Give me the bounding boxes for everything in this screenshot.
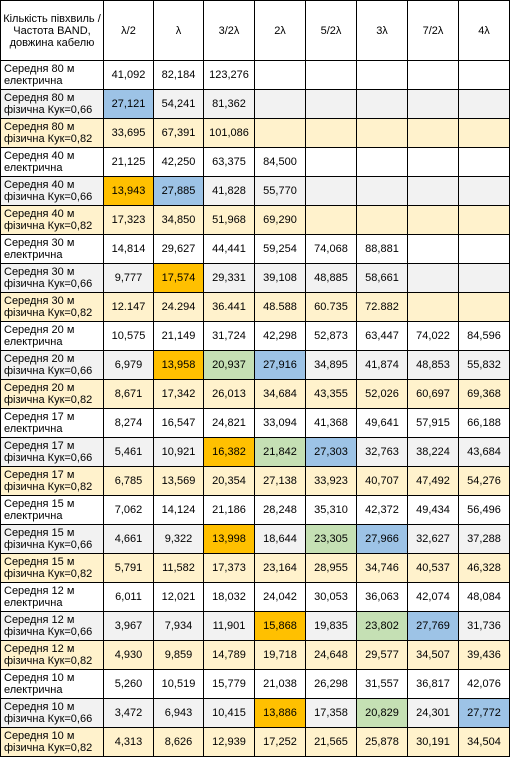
row-label: Середня 10 м фізична Кук=0,66 [1,699,104,728]
table-cell: 41,368 [306,409,357,438]
table-cell: 43,355 [306,380,357,409]
table-cell: 13,943 [104,177,154,206]
table-cell: 11,901 [204,612,255,641]
table-cell: 33,094 [255,409,306,438]
table-cell: 27,966 [357,525,408,554]
table-cell: 10,415 [204,699,255,728]
table-cell: 13,998 [204,525,255,554]
table-row [1,554,510,583]
table-row [1,583,510,612]
table-cell: 17,574 [154,264,204,293]
table-row [1,235,510,264]
table-cell: 52,873 [306,322,357,351]
table-cell: 59,254 [255,235,306,264]
table-cell: 48,853 [408,351,459,380]
table-cell: 12,021 [154,583,204,612]
table-cell: 28,248 [255,496,306,525]
table-row [1,119,510,148]
table-cell: 21,565 [306,728,357,757]
table-cell: 82,184 [154,61,204,90]
table-cell: 63,447 [357,322,408,351]
table-cell: 34,850 [154,206,204,235]
table-cell [357,177,408,206]
table-cell: 15,779 [204,670,255,699]
table-cell [459,264,510,293]
table-cell [459,206,510,235]
table-cell: 27,769 [408,612,459,641]
row-label: Середня 10 м електрична [1,670,104,699]
table-cell: 41,874 [357,351,408,380]
table-cell: 60.735 [306,293,357,322]
table-cell: 24,042 [255,583,306,612]
table-cell [255,90,306,119]
table-cell: 25,878 [357,728,408,757]
table-cell: 38,224 [408,438,459,467]
table-cell: 5,791 [104,554,154,583]
table-cell: 69,368 [459,380,510,409]
table-row [1,322,510,351]
table-cell: 54,276 [459,467,510,496]
table-cell [459,177,510,206]
table-cell: 6,943 [154,699,204,728]
table-cell: 5,461 [104,438,154,467]
table-cell: 30,053 [306,583,357,612]
table-cell [459,235,510,264]
table-cell [357,90,408,119]
table-cell: 42,076 [459,670,510,699]
table-cell: 33,695 [104,119,154,148]
row-label: Середня 40 м фізична Кук=0,66 [1,177,104,206]
table-cell [306,119,357,148]
table-cell: 67,391 [154,119,204,148]
table-row [1,438,510,467]
row-label: Середня 17 м фізична Кук=0,66 [1,438,104,467]
table-cell: 20,829 [357,699,408,728]
row-label: Середня 30 м фізична Кук=0,82 [1,293,104,322]
table-cell [408,235,459,264]
table-cell: 35,310 [306,496,357,525]
table-cell [459,90,510,119]
table-cell: 48,084 [459,583,510,612]
table-cell: 20,937 [204,351,255,380]
row-label: Середня 20 м електрична [1,322,104,351]
table-cell: 31,736 [459,612,510,641]
table-cell [255,119,306,148]
header-label: Кількість півхвиль / Частота BAND, довжина кабелю [1,1,104,61]
row-label: Середня 80 м електрична [1,61,104,90]
table-cell: 49,641 [357,409,408,438]
table-cell: 32,763 [357,438,408,467]
table-cell: 32,627 [408,525,459,554]
table-cell: 11,582 [154,554,204,583]
table-cell: 26,298 [306,670,357,699]
table-cell: 48,885 [306,264,357,293]
row-label: Середня 20 м фізична Кук=0,82 [1,380,104,409]
table-cell: 36.441 [204,293,255,322]
table-cell: 13,569 [154,467,204,496]
table-cell [459,148,510,177]
table-cell [306,90,357,119]
table-cell [408,90,459,119]
table-cell: 21,038 [255,670,306,699]
table-cell: 20,354 [204,467,255,496]
table-cell: 24.294 [154,293,204,322]
table-row [1,148,510,177]
row-label: Середня 40 м електрична [1,148,104,177]
table-cell: 55,770 [255,177,306,206]
table-cell: 23,802 [357,612,408,641]
row-label: Середня 12 м фізична Кук=0,66 [1,612,104,641]
table-cell: 57,915 [408,409,459,438]
table-cell: 7,062 [104,496,154,525]
table-cell: 42,074 [408,583,459,612]
column-header: 7/2λ [408,1,459,61]
table-cell: 30,191 [408,728,459,757]
table-cell: 13,958 [154,351,204,380]
table-cell: 17,358 [306,699,357,728]
table-row [1,264,510,293]
table-cell: 26,013 [204,380,255,409]
table-row [1,61,510,90]
table-cell: 44,441 [204,235,255,264]
table-cell: 27,138 [255,467,306,496]
table-cell: 39,436 [459,641,510,670]
table-row [1,728,510,757]
table-cell [357,206,408,235]
table-cell: 8,671 [104,380,154,409]
table-cell [408,61,459,90]
table-cell: 27,916 [255,351,306,380]
table-cell: 33,923 [306,467,357,496]
table-cell: 43,684 [459,438,510,467]
table-cell: 84,500 [255,148,306,177]
table-cell: 21,842 [255,438,306,467]
table-cell: 81,362 [204,90,255,119]
table-cell [459,119,510,148]
column-header: 3λ [357,1,408,61]
table-cell: 3,967 [104,612,154,641]
table-row [1,293,510,322]
table-cell: 36,063 [357,583,408,612]
table-cell: 27,885 [154,177,204,206]
table-cell: 40,537 [408,554,459,583]
table-cell: 29,577 [357,641,408,670]
row-label: Середня 30 м електрична [1,235,104,264]
table-row [1,206,510,235]
table-cell: 6,011 [104,583,154,612]
row-label: Середня 17 м електрична [1,409,104,438]
table-cell [459,61,510,90]
table-cell: 24,821 [204,409,255,438]
table-cell: 18,032 [204,583,255,612]
table-cell: 19,835 [306,612,357,641]
column-header: λ [154,1,204,61]
table-cell: 34,507 [408,641,459,670]
header-row [1,1,510,61]
table-cell: 9,322 [154,525,204,554]
table-cell: 4,313 [104,728,154,757]
table-cell [306,148,357,177]
table-cell: 28,955 [306,554,357,583]
row-label: Середня 17 м фізична Кук=0,82 [1,467,104,496]
table-cell: 23,164 [255,554,306,583]
table-cell [408,148,459,177]
column-header: λ/2 [104,1,154,61]
table-cell: 9,859 [154,641,204,670]
table-cell: 49,434 [408,496,459,525]
table-cell: 13,886 [255,699,306,728]
table-row [1,409,510,438]
table-cell: 3,472 [104,699,154,728]
table-cell: 40,707 [357,467,408,496]
table-cell: 17,373 [204,554,255,583]
table-cell: 56,496 [459,496,510,525]
table-cell: 5,260 [104,670,154,699]
table-cell: 48.588 [255,293,306,322]
table-cell: 10,519 [154,670,204,699]
table-cell [255,61,306,90]
table-cell: 29,627 [154,235,204,264]
table-body [1,61,510,757]
table-cell: 47,492 [408,467,459,496]
table-cell: 4,661 [104,525,154,554]
row-label: Середня 15 м фізична Кук=0,66 [1,525,104,554]
table-cell [306,206,357,235]
table-cell: 31,724 [204,322,255,351]
column-header: 2λ [255,1,306,61]
table-cell: 10,921 [154,438,204,467]
table-cell: 29,331 [204,264,255,293]
table-cell: 41,828 [204,177,255,206]
table-cell [408,206,459,235]
table-cell: 23,305 [306,525,357,554]
table-cell: 21,186 [204,496,255,525]
table-cell: 42,372 [357,496,408,525]
table-cell: 72.882 [357,293,408,322]
row-label: Середня 15 м електрична [1,496,104,525]
table-cell: 27,121 [104,90,154,119]
table-cell: 14,124 [154,496,204,525]
table-cell: 123,276 [204,61,255,90]
table-cell: 10,575 [104,322,154,351]
table-cell: 39,108 [255,264,306,293]
table-cell [408,264,459,293]
table-cell: 60,697 [408,380,459,409]
row-label: Середня 40 м фізична Кук=0,82 [1,206,104,235]
table-row [1,467,510,496]
table-cell [459,293,510,322]
table-cell: 14,789 [204,641,255,670]
table-cell: 19,718 [255,641,306,670]
table-cell [408,177,459,206]
row-label: Середня 20 м фізична Кук=0,66 [1,351,104,380]
table-cell: 34,504 [459,728,510,757]
table-cell: 31,557 [357,670,408,699]
row-label: Середня 80 м фізична Кук=0,66 [1,90,104,119]
table-cell: 21,125 [104,148,154,177]
table-cell: 74,022 [408,322,459,351]
table-cell: 18,644 [255,525,306,554]
table-cell: 41,092 [104,61,154,90]
table-row [1,496,510,525]
table-cell: 17,342 [154,380,204,409]
table-cell: 6,979 [104,351,154,380]
table-cell: 34,895 [306,351,357,380]
table-cell: 16,547 [154,409,204,438]
table-cell: 9,777 [104,264,154,293]
table-cell: 12.147 [104,293,154,322]
table-row [1,525,510,554]
row-label: Середня 30 м фізична Кук=0,66 [1,264,104,293]
row-label: Середня 10 м фізична Кук=0,82 [1,728,104,757]
table-cell: 27,772 [459,699,510,728]
table-cell: 37,288 [459,525,510,554]
table-cell: 27,303 [306,438,357,467]
table-cell [357,148,408,177]
table-cell: 74,068 [306,235,357,264]
table-cell: 12,939 [204,728,255,757]
table-cell: 7,934 [154,612,204,641]
table-cell [408,293,459,322]
table-cell: 24,301 [408,699,459,728]
table-cell: 84,596 [459,322,510,351]
table-row [1,641,510,670]
table-cell: 36,817 [408,670,459,699]
table-cell: 88,881 [357,235,408,264]
table-cell: 17,252 [255,728,306,757]
table-cell: 63,375 [204,148,255,177]
table-cell: 58,661 [357,264,408,293]
table-cell [357,61,408,90]
table-cell: 34,746 [357,554,408,583]
table-cell: 101,086 [204,119,255,148]
table-cell: 4,930 [104,641,154,670]
table-row [1,90,510,119]
table-cell: 55,832 [459,351,510,380]
table-cell: 14,814 [104,235,154,264]
table-cell: 21,149 [154,322,204,351]
table-cell: 42,250 [154,148,204,177]
table-cell: 51,968 [204,206,255,235]
row-label: Середня 12 м фізична Кук=0,82 [1,641,104,670]
column-header: 3/2λ [204,1,255,61]
table-row [1,699,510,728]
table-row [1,351,510,380]
table-row [1,612,510,641]
column-header: 5/2λ [306,1,357,61]
table-cell: 24,648 [306,641,357,670]
table-cell [357,119,408,148]
column-header: 4λ [459,1,510,61]
row-label: Середня 15 м фізична Кук=0,82 [1,554,104,583]
table-cell: 34,684 [255,380,306,409]
table-cell: 69,290 [255,206,306,235]
table-cell [408,119,459,148]
table-cell: 8,274 [104,409,154,438]
table-row [1,177,510,206]
table-cell [306,177,357,206]
table-cell: 66,188 [459,409,510,438]
table-cell [306,61,357,90]
table-cell: 15,868 [255,612,306,641]
table-row [1,380,510,409]
table-cell: 17,323 [104,206,154,235]
table-cell: 46,328 [459,554,510,583]
table-cell: 6,785 [104,467,154,496]
table-cell: 52,026 [357,380,408,409]
table-cell: 54,241 [154,90,204,119]
row-label: Середня 12 м електрична [1,583,104,612]
row-label: Середня 80 м фізична Кук=0,82 [1,119,104,148]
table-cell: 16,382 [204,438,255,467]
table-row [1,670,510,699]
table-cell: 8,626 [154,728,204,757]
table-cell: 42,298 [255,322,306,351]
